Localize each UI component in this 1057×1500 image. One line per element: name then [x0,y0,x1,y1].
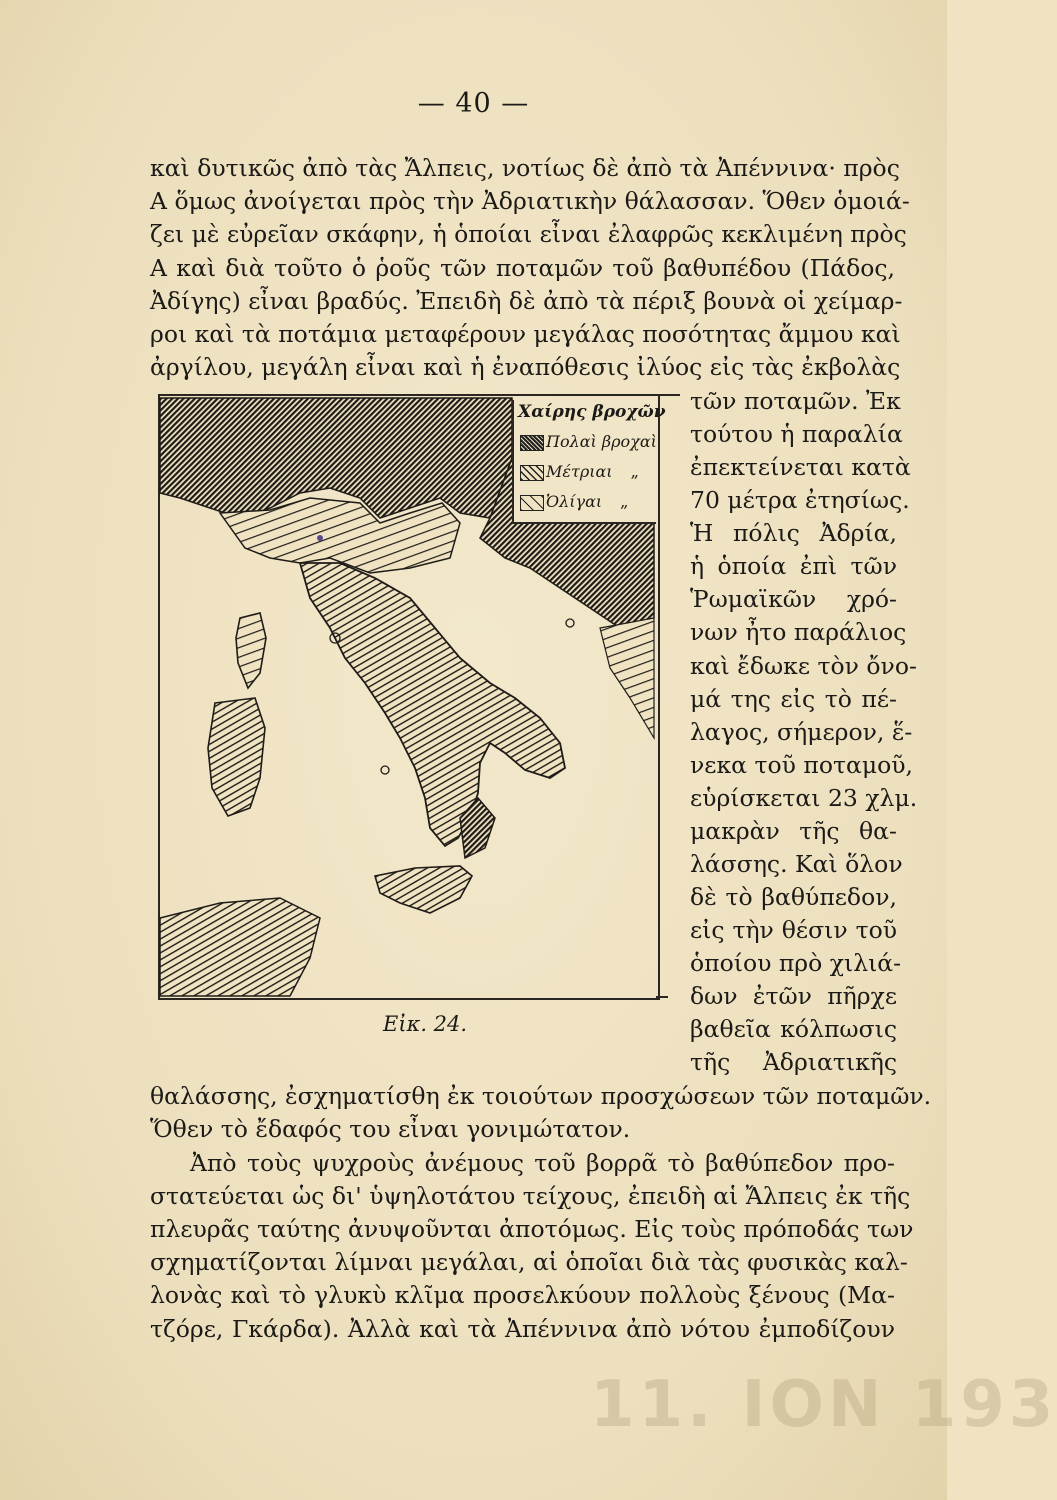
text-line: Α καὶ διὰ τοῦτο ὁ ῥοῦς τῶν ποταμῶν τοῦ βαθυπέδου (Πάδος, [150,254,895,282]
text-line: νεκα τοῦ ποταμοῦ, [690,751,914,779]
text-line: 70 μέτρα ἐτησίως. [690,486,910,514]
map-island [566,619,574,627]
text-line: τούτου ἡ παραλία [690,420,903,448]
legend-swatch-mid [520,465,544,481]
legend-label: Μέτριαι [546,462,613,481]
text-line: μακρὰν τῆς θα- [690,817,897,845]
text-line: Ὅθεν τὸ ἔδαφός του εἶναι γονιμώτατον. [150,1115,631,1143]
legend-item-heavy [520,432,657,454]
text-line: βαθεῖα κόλπωσις [690,1015,897,1043]
map-island [381,766,389,774]
text-line: πλευρᾶς ταύτης ἀνυψοῦνται ἀποτόμως. Εἰς τοὺς πρόποδάς των [150,1215,914,1243]
text-line: ὁποίου πρὸ χιλιά- [690,949,902,977]
legend-item-medium [520,462,639,484]
legend-ditto: „ [620,492,629,511]
text-line: ροι καὶ τὰ ποτάμια μεταφέρουν μεγάλας ποσότητας ἄμμου καὶ [150,320,901,348]
text-line: λαγος, σήμερον, ἕ- [690,718,913,746]
text-line: δων ἐτῶν πῆρχε [690,982,897,1010]
legend-swatch-dense [520,435,544,451]
text-line: καὶ δυτικῶς ἀπὸ τὰς Ἄλπεις, νοτίως δὲ ἀπὸ τὰ Ἀπέννινα· πρὸς [150,154,900,182]
map-sardinia [208,698,265,816]
text-line: σχηματίζονται λίμναι μεγάλαι, αἱ ὁποῖαι διὰ τὰς φυσικὰς καλ- [150,1248,908,1276]
map-sicily [375,866,472,913]
map-peninsula [300,563,565,846]
library-stamp: 11. ΙΟΝ 193 [590,1368,1057,1442]
figure-caption: Εἰκ. 24. [383,1012,468,1036]
legend-ditto: „ [630,462,639,481]
text-line: τῶν ποταμῶν. Ἐκ [690,387,901,415]
text-line: μά της εἰς τὸ πέ- [690,685,897,713]
legend-title: Χαίρης βροχῶν [518,402,666,422]
map-north-africa [160,898,320,996]
text-line: ἀργίλου, μεγάλη εἶναι καὶ ἡ ἐναπόθεσις ἰλύος εἰς τὰς ἐκβολὰς [150,353,901,381]
text-line: Ἀδίγης) εἶναι βραδύς. Ἐπειδὴ δὲ ἀπὸ τὰ πέριξ βουνὰ οἱ χείμαρ- [150,287,903,315]
map-balkan-coast [600,618,654,738]
figure-bottom-rule [656,996,668,998]
text-line: νων ἦτο παράλιος [690,618,907,646]
text-line: Α ὅμως ἀνοίγεται πρὸς τὴν Ἀδριατικὴν θάλασσαν. Ὅθεν ὁμοιά- [150,187,910,215]
text-line: θαλάσσης, ἐσχηματίσθη ἐκ τοιούτων προσχώσεων τῶν ποταμῶν. [150,1082,932,1110]
map-legend [512,400,666,524]
text-line: τζόρε, Γκάρδα). Ἀλλὰ καὶ τὰ Ἀπέννινα ἀπὸ νότου ἐμποδίζουν [150,1315,895,1343]
map-corsica [236,613,266,688]
legend-item-light [520,492,628,514]
map-lake [317,535,323,541]
text-line: λονὰς καὶ τὸ γλυκὺ κλῖμα προσελκύουν πολλοὺς ξένους (Μα- [150,1281,895,1309]
legend-swatch-light [520,495,544,511]
text-line: Ῥωμαϊκῶν χρό- [690,585,897,613]
text-line: εὑρίσκεται 23 χλμ. [690,784,918,812]
text-line: τῆς Ἀδριατικῆς [690,1048,897,1076]
text-line: Ἡ πόλις Ἀδρία, [690,519,897,547]
text-line: λάσσης. Καὶ ὅλον [690,850,903,878]
text-line: δὲ τὸ βαθύπεδον, [690,883,897,911]
text-line: καὶ ἔδωκε τὸν ὄνο- [690,652,917,680]
text-line: στατεύεται ὡς δι' ὑψηλοτάτου τείχους, ἐπειδὴ αἱ Ἄλπεις ἐκ τῆς [150,1182,911,1210]
text-line: ἡ ὁποία ἐπὶ τῶν [690,552,897,580]
text-line: ζει μὲ εὐρεῖαν σκάφην, ἡ ὁποίαι εἶναι ἐλαφρῶς κεκλιμένη πρὸς [150,220,907,248]
page-number: — 40 — [417,88,530,119]
text-line: ἐπεκτείνεται κατὰ [690,453,911,481]
legend-label: Πολαὶ βροχαὶ [546,432,657,451]
text-line: Ἀπὸ τοὺς ψυχροὺς ἀνέμους τοῦ βορρᾶ τὸ βαθύπεδον προ- [190,1149,895,1177]
text-line: εἰς τὴν θέσιν τοῦ [690,916,897,944]
legend-label: Ὀλίγαι [546,492,603,511]
